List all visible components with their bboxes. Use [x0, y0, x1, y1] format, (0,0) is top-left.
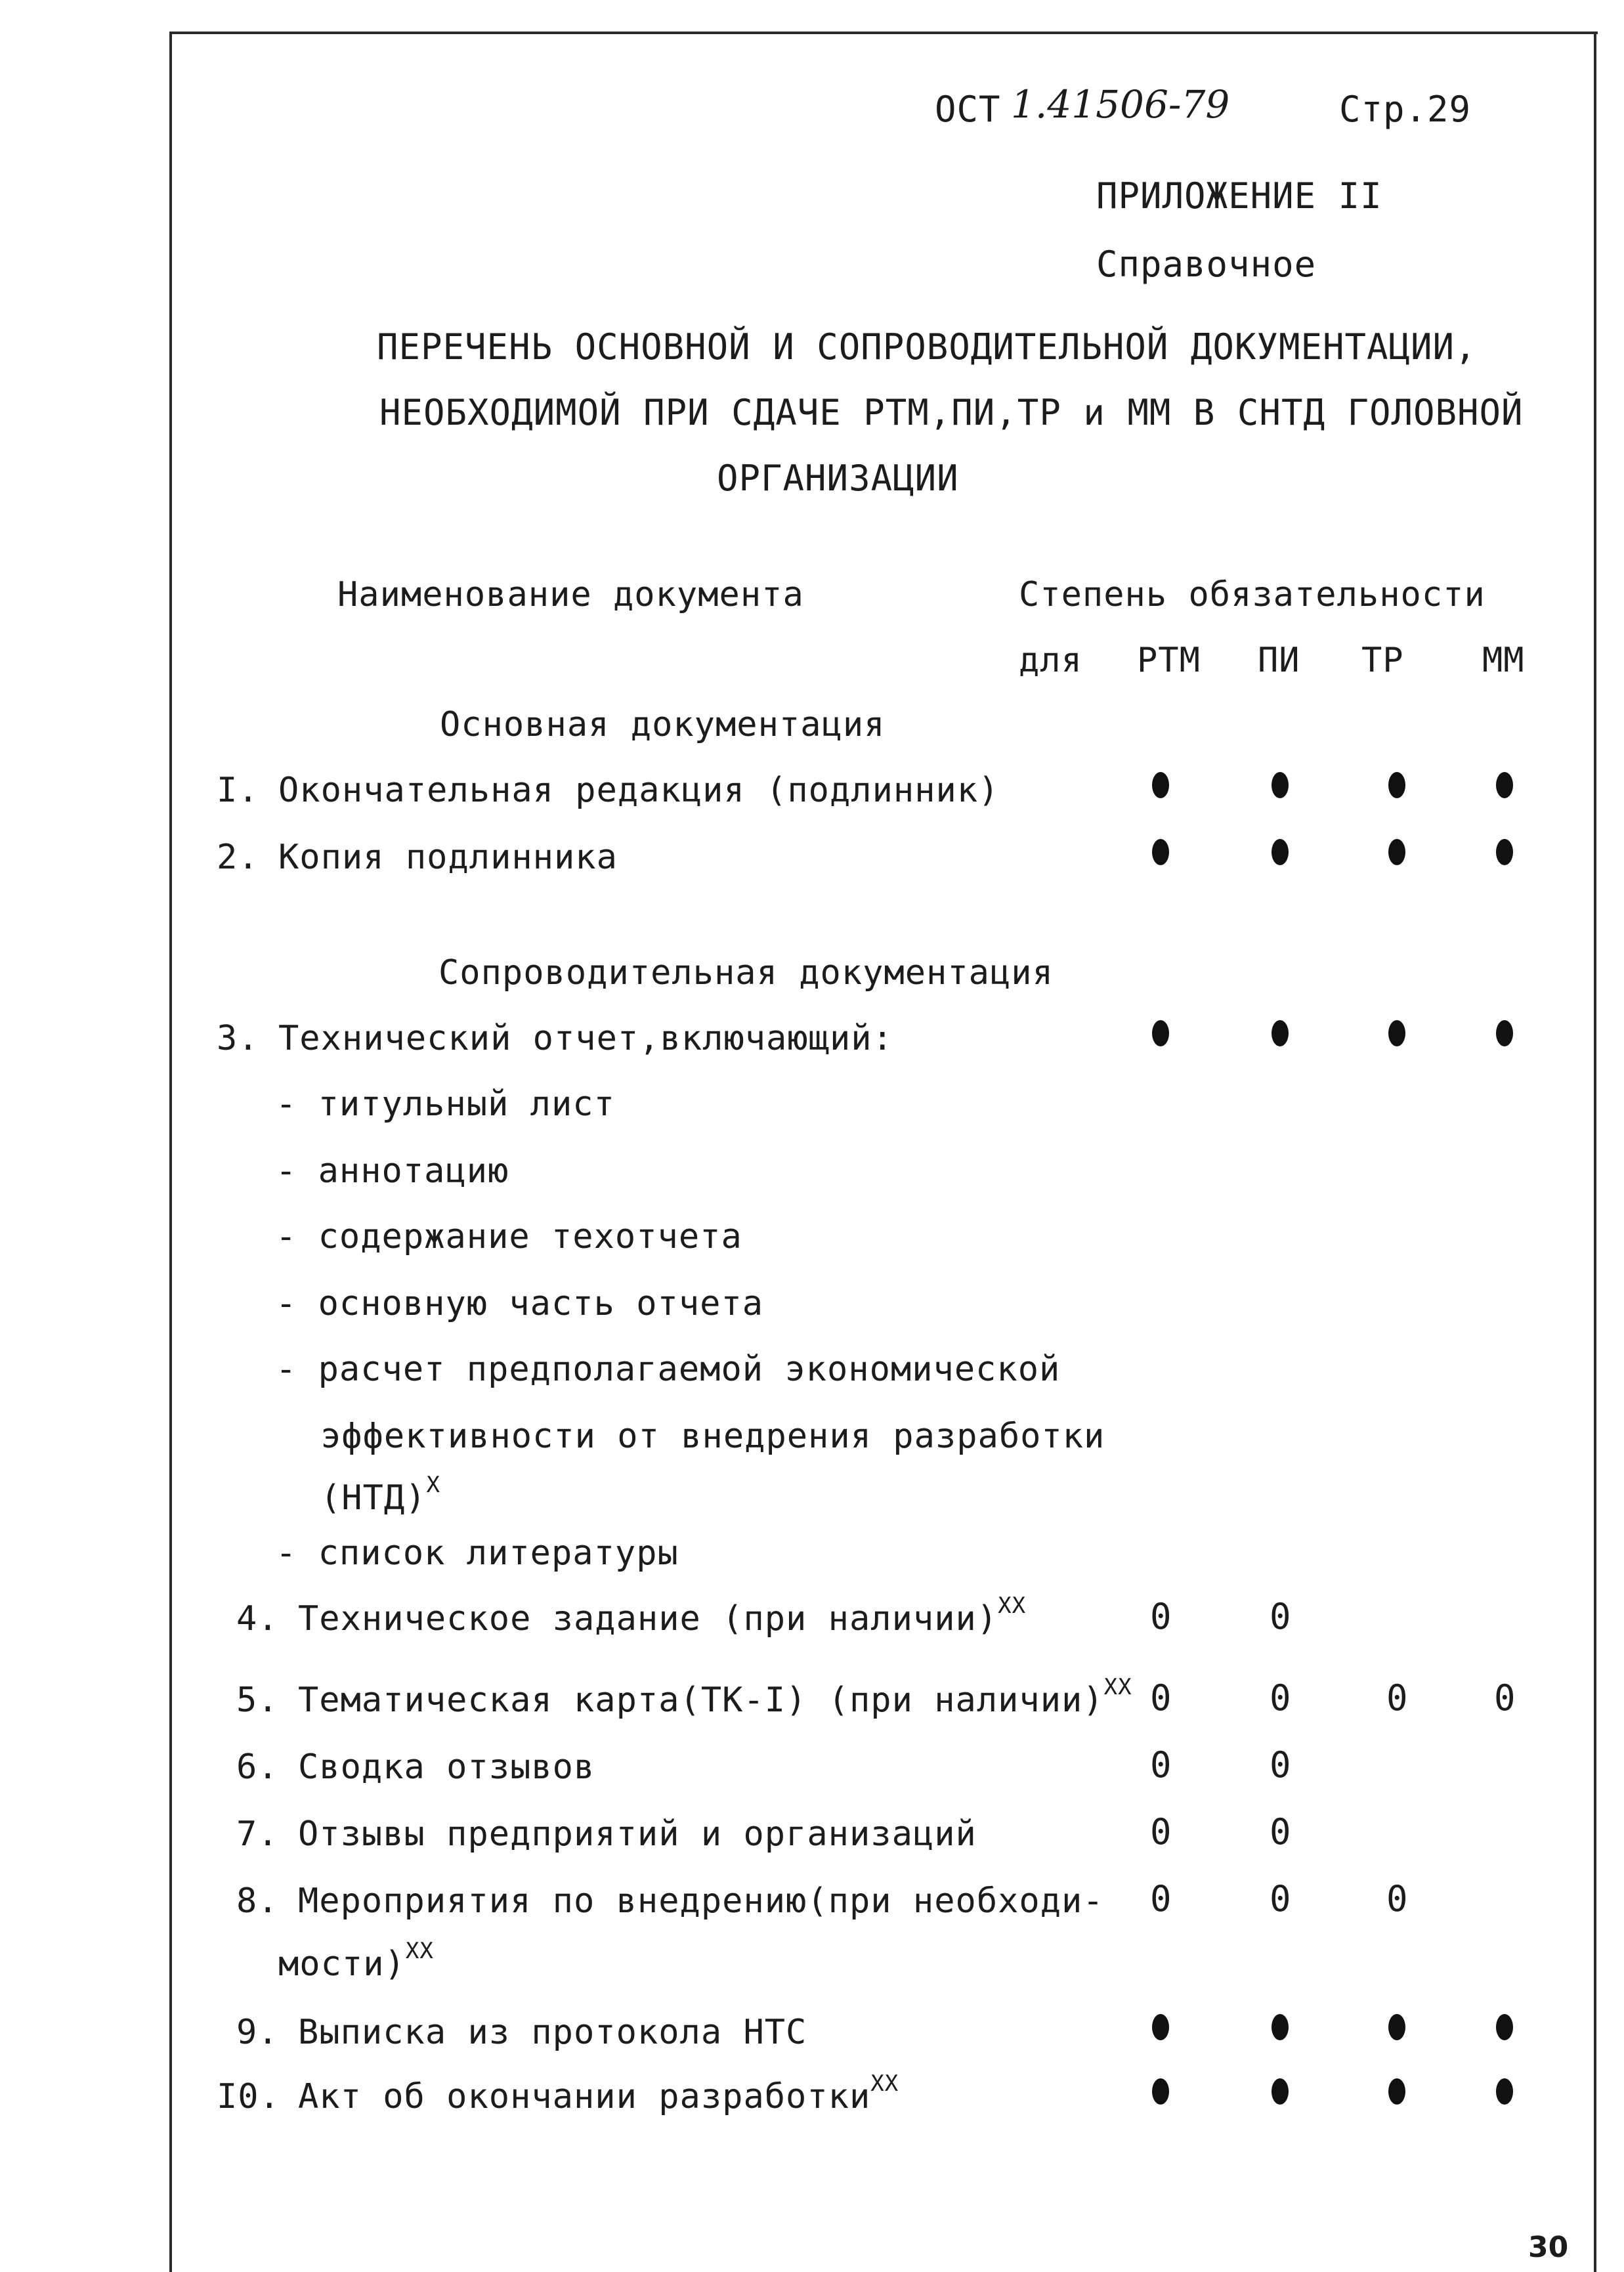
row-9-text: Выписка из протокола НТС [298, 2013, 807, 2052]
row-8-text: Мероприятия по внедрению(при необходи- [298, 1881, 1104, 1921]
row-2-text: Копия подлинника [278, 838, 618, 877]
row-9-number: 9. [236, 2013, 279, 2052]
page-border-right [1594, 32, 1596, 2272]
row-6-text: Сводка отзывов [298, 1747, 595, 1787]
title-line-2: НЕОБХОДИМОЙ ПРИ СДАЧЕ РТМ,ПИ,ТР и ММ В СНТД ГОЛОВНОЙ [379, 392, 1524, 433]
title-line-3: ОРГАНИЗАЦИИ [717, 458, 959, 499]
sub-item-contents: - содержание техотчета [276, 1217, 742, 1256]
title-line-1: ПЕРЕЧЕНЬ ОСНОВНОЙ И СОПРОВОДИТЕЛЬНОЙ ДОКУМЕНТАЦИИ, [377, 326, 1477, 368]
row-5-number: 5. [236, 1681, 279, 1720]
row-9-tr-mandatory-dot [1388, 2014, 1405, 2040]
row-8-number: 8. [236, 1881, 279, 1921]
row-10-rtm-mandatory-dot [1152, 2078, 1169, 2105]
row-4-text: Техническое задание (при наличии)$^{XX}$ [298, 1593, 1027, 1639]
column-header-degree: Степень обязательности [1019, 575, 1485, 614]
sub-item-title-page: - титульный лист [276, 1084, 615, 1124]
row-2-pi-mandatory-dot [1271, 839, 1289, 865]
row-3-pi-mandatory-dot [1271, 1020, 1289, 1046]
section-accompanying-heading: Сопроводительная документация [438, 953, 1054, 993]
sub-item-calculation: - расчет предполагаемой экономической [276, 1350, 1061, 1389]
row-7-number: 7. [236, 1814, 279, 1854]
row-1-text: Окончательная редакция (подлинник) [278, 771, 1000, 810]
column-header-pi: ПИ [1258, 641, 1300, 680]
row-6-pi-optional-mark: 0 [1270, 1744, 1291, 1786]
section-main-heading: Основная документация [440, 705, 886, 744]
ost-prefix: ОСТ [935, 89, 1001, 130]
row-10-tr-mandatory-dot [1388, 2078, 1405, 2105]
row-10-mm-mandatory-dot [1496, 2078, 1513, 2105]
row-9-pi-mandatory-dot [1271, 2014, 1289, 2040]
row-2-rtm-mandatory-dot [1152, 839, 1169, 865]
row-4-number: 4. [236, 1599, 279, 1639]
row-3-number: 3. [217, 1019, 259, 1058]
row-7-text: Отзывы предприятий и организаций [298, 1814, 977, 1854]
row-1-pi-mandatory-dot [1271, 772, 1289, 798]
column-header-tr: ТР [1361, 641, 1404, 680]
row-5-tr-optional-mark: 0 [1386, 1677, 1408, 1719]
column-header-mm: ММ [1482, 641, 1525, 680]
row-1-mm-mandatory-dot [1496, 772, 1513, 798]
appendix-type: Справочное [1096, 244, 1317, 285]
row-7-rtm-optional-mark: 0 [1150, 1811, 1172, 1853]
appendix-label: ПРИЛОЖЕНИЕ II [1096, 175, 1382, 217]
row-6-number: 6. [236, 1747, 279, 1787]
column-header-document-name: Наименование документа [337, 575, 804, 614]
page-number: 30 [1528, 2231, 1569, 2264]
row-5-pi-optional-mark: 0 [1270, 1677, 1291, 1719]
row-2-tr-mandatory-dot [1388, 839, 1405, 865]
row-2-number: 2. [217, 838, 259, 877]
row-8-tr-optional-mark: 0 [1386, 1878, 1408, 1919]
row-5-mm-optional-mark: 0 [1494, 1677, 1516, 1719]
row-3-mm-mandatory-dot [1496, 1020, 1513, 1046]
row-8-pi-optional-mark: 0 [1270, 1878, 1291, 1919]
row-10-text: Акт об окончании разработки$^{XX}$ [298, 2070, 899, 2116]
row-4-rtm-optional-mark: 0 [1150, 1596, 1172, 1637]
row-1-rtm-mandatory-dot [1152, 772, 1169, 798]
column-header-rtm: РТМ [1137, 641, 1201, 680]
row-10-pi-mandatory-dot [1271, 2078, 1289, 2105]
row-8-text-cont: мости)$^{XX}$ [278, 1938, 434, 1984]
page-border-left [169, 32, 172, 2272]
row-9-mm-mandatory-dot [1496, 2014, 1513, 2040]
sub-item-calculation-cont: эффективности от внедрения разработки [320, 1417, 1105, 1456]
page-border-top [169, 32, 1598, 34]
sub-item-literature: - список литературы [276, 1533, 679, 1573]
footnote-mark: X [426, 1472, 441, 1498]
row-7-pi-optional-mark: 0 [1270, 1811, 1291, 1853]
sub-item-main-part: - основную часть отчета [276, 1284, 764, 1323]
page-reference: Стр.29 [1339, 89, 1472, 130]
row-1-tr-mandatory-dot [1388, 772, 1405, 798]
column-header-for: для [1019, 641, 1082, 680]
row-1-number: I. [217, 771, 259, 810]
row-10-number: I0. [217, 2077, 280, 2116]
row-3-rtm-mandatory-dot [1152, 1020, 1169, 1046]
row-3-tr-mandatory-dot [1388, 1020, 1405, 1046]
sub-item-ntd: (НТД)$^X$ [320, 1472, 441, 1518]
ost-number: 1.41506-79 [1011, 82, 1230, 127]
row-4-pi-optional-mark: 0 [1270, 1596, 1291, 1637]
row-2-mm-mandatory-dot [1496, 839, 1513, 865]
row-8-rtm-optional-mark: 0 [1150, 1878, 1172, 1919]
sub-item-annotation: - аннотацию [276, 1151, 509, 1191]
row-9-rtm-mandatory-dot [1152, 2014, 1169, 2040]
row-6-rtm-optional-mark: 0 [1150, 1744, 1172, 1786]
row-5-text: Тематическая карта(ТК-I) (при наличии)$^{XX}$ [298, 1674, 1132, 1720]
row-5-rtm-optional-mark: 0 [1150, 1677, 1172, 1719]
row-3-text: Технический отчет,включающий: [278, 1019, 893, 1058]
